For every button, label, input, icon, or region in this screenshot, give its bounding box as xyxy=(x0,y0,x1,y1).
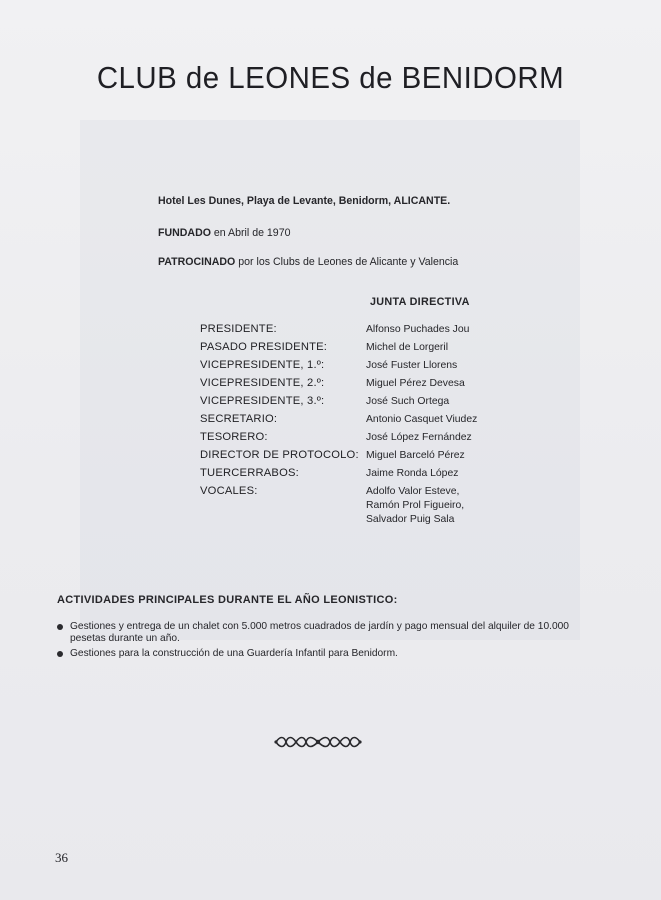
board-member-name: José López Fernández xyxy=(366,432,472,443)
board-heading: JUNTA DIRECTIVA xyxy=(370,296,470,308)
board-role-label: PASADO PRESIDENTE: xyxy=(200,341,328,353)
board-role-label: VICEPRESIDENTE, 2.º: xyxy=(200,377,325,389)
activities-heading: ACTIVIDADES PRINCIPALES DURANTE EL AÑO LEONISTICO: xyxy=(57,594,398,606)
board-member-name: Antonio Casquet Viudez xyxy=(366,414,478,425)
board-member-name: Adolfo Valor Esteve, xyxy=(366,486,460,497)
board-role-label: DIRECTOR DE PROTOCOLO: xyxy=(200,449,359,461)
founded-line: FUNDADO en Abril de 1970 xyxy=(158,227,291,239)
board-member-name: Alfonso Puchades Jou xyxy=(366,324,470,335)
board-member-name: Michel de Lorgeril xyxy=(366,342,449,353)
board-member-name: Miguel Barceló Pérez xyxy=(366,450,465,461)
sponsored-line: PATROCINADO por los Clubs de Leones de Alicante y Valencia xyxy=(158,256,459,268)
board-role-label: SECRETARIO: xyxy=(200,413,278,425)
board-role-label: PRESIDENTE: xyxy=(200,323,277,335)
activity-item: Gestiones para la construcción de una Guardería Infantil para Benidorm. xyxy=(70,648,398,659)
board-member-name: Salvador Puig Sala xyxy=(366,514,455,525)
board-role-label: VICEPRESIDENTE, 3.º: xyxy=(200,395,325,407)
board-role-label: TESORERO: xyxy=(200,431,268,443)
bullet-icon xyxy=(57,651,63,657)
page-title: CLUB de LEONES de BENIDORM xyxy=(96,60,565,95)
board-member-name: Ramón Prol Figueiro, xyxy=(366,500,465,511)
board-member-name: José Fuster Llorens xyxy=(366,360,458,371)
ornament-icon xyxy=(272,734,364,750)
board-member-name: Jaime Ronda López xyxy=(366,468,459,479)
board-member-name: Miguel Pérez Devesa xyxy=(366,378,465,389)
board-member-name: José Such Ortega xyxy=(366,396,450,407)
activity-item: Gestiones y entrega de un chalet con 5.000 metros cuadrados de jardín y pago mensual del alquiler de 10.000 pesetas durante un año. xyxy=(70,621,569,644)
board-role-label: TUERCERRABOS: xyxy=(200,467,299,479)
board-role-label: VICEPRESIDENTE, 1.º: xyxy=(200,359,325,371)
board-role-label: VOCALES: xyxy=(200,485,258,497)
bullet-icon xyxy=(57,624,63,630)
page-number: 36 xyxy=(55,850,68,865)
address-line: Hotel Les Dunes, Playa de Levante, Benidorm, ALICANTE. xyxy=(158,195,451,207)
